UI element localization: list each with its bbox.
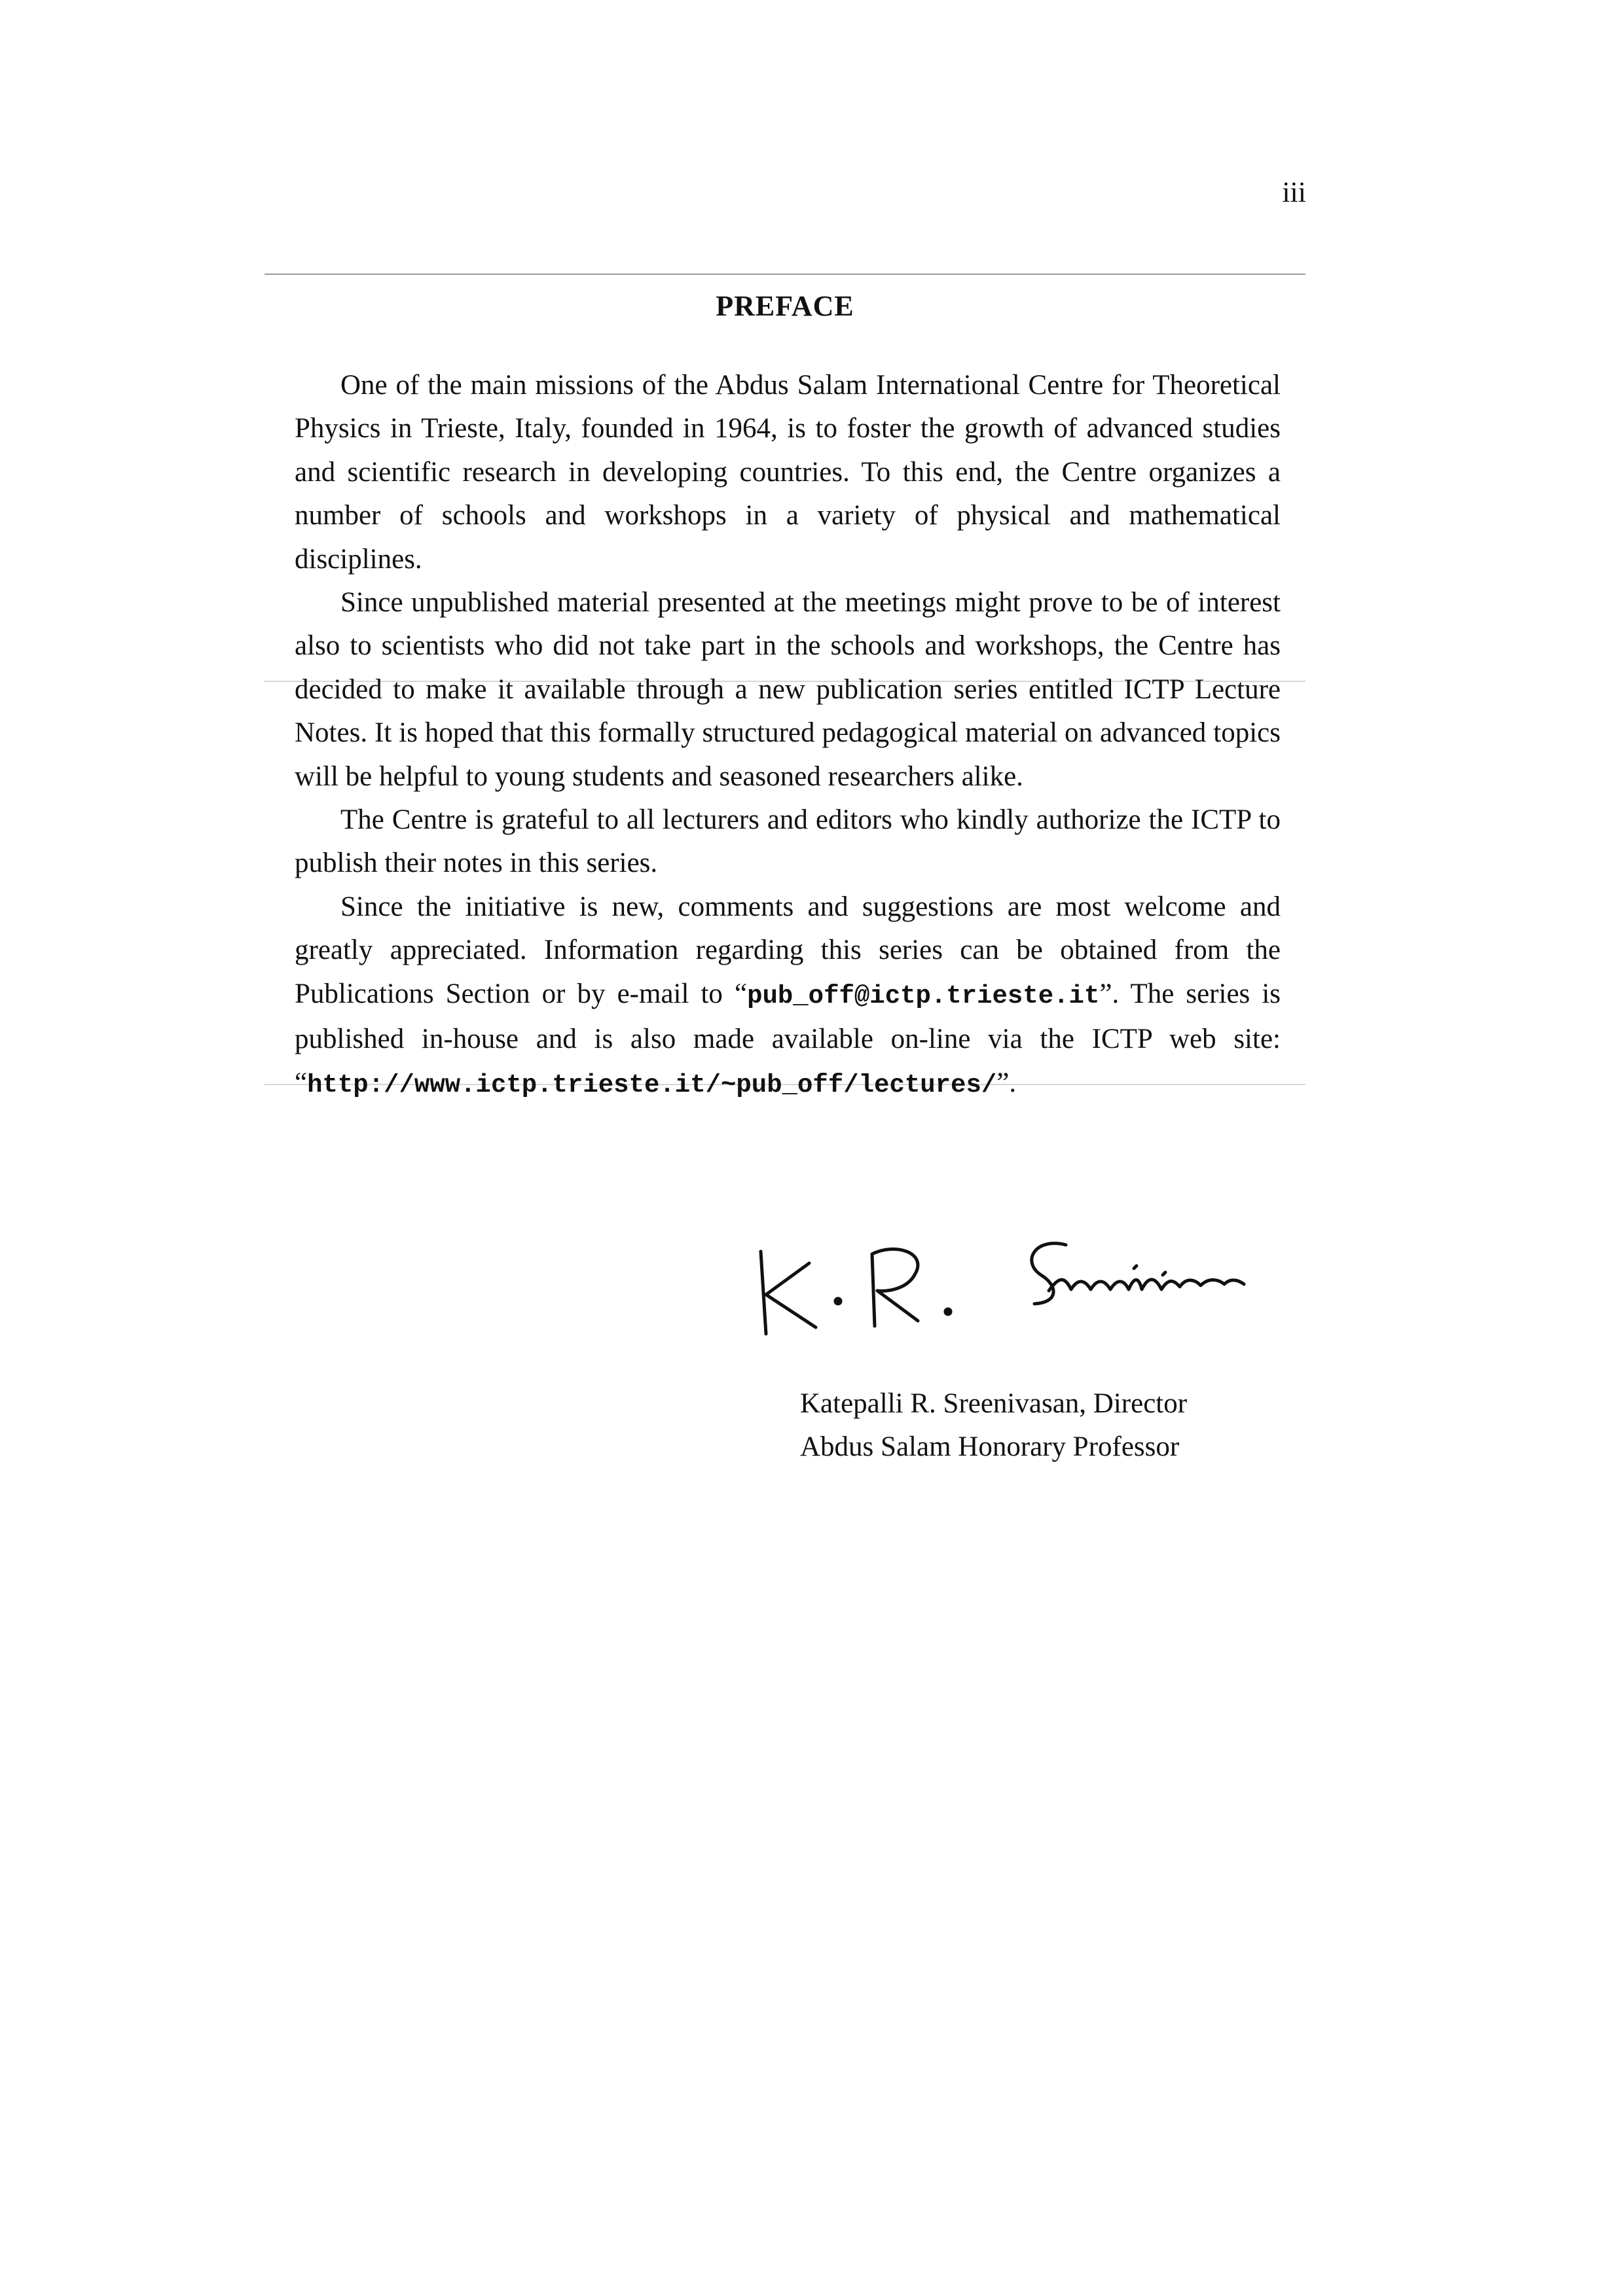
paragraph-3: The Centre is grateful to all lecturers and editors who kindly authorize the ICTP to publish their notes in this series. <box>295 804 1281 879</box>
page-title: PREFACE <box>716 290 854 322</box>
signatory-title: Abdus Salam Honorary Professor <box>800 1431 1180 1462</box>
paragraph-1: One of the main missions of the Abdus Salam International Centre for Theoretical Physics in Trieste, Italy, founded in 1964, is to foster the growth of advanced studies and scientific research in developing countries. To this end, the Centre organizes a number of schools and workshops in a variety of physical and mathematical disciplines. <box>295 370 1281 575</box>
signatory-block <box>800 1382 1187 1469</box>
paragraph-4-text-b: ”. The series is published in-house and is also made available on-line via the ICTP web site: “ <box>295 978 1281 1098</box>
signature <box>746 1211 1283 1342</box>
website-url: http://www.ictp.trieste.it/~pub_off/lectures/ <box>307 1070 997 1100</box>
page-number: iii <box>1282 176 1306 208</box>
header-rule <box>264 274 1305 275</box>
paragraph-4 <box>295 886 1281 1107</box>
paragraph-4-text-a: Since the initiative is new, comments and suggestions are most welcome and greatly appreciated. Information regarding this series can be obtained from the Publications Section or by e-mail to “ <box>295 891 1281 1009</box>
paragraph-4-text-c: ”. <box>996 1067 1017 1098</box>
preface-body <box>295 364 1281 1107</box>
signatory-name: Katepalli R. Sreenivasan, Director <box>800 1388 1188 1419</box>
email-address: pub_off@ictp.trieste.it <box>747 981 1100 1011</box>
paragraph-2: Since unpublished material presented at the meetings might prove to be of interest also to scientists who did not take part in the schools and workshops, the Centre has decided to make it available through a new publication series entitled ICTP Lecture Notes. It is hoped that this formally structured pedagogical material on advanced topics will be helpful to young students and seasoned researchers alike. <box>295 587 1281 792</box>
